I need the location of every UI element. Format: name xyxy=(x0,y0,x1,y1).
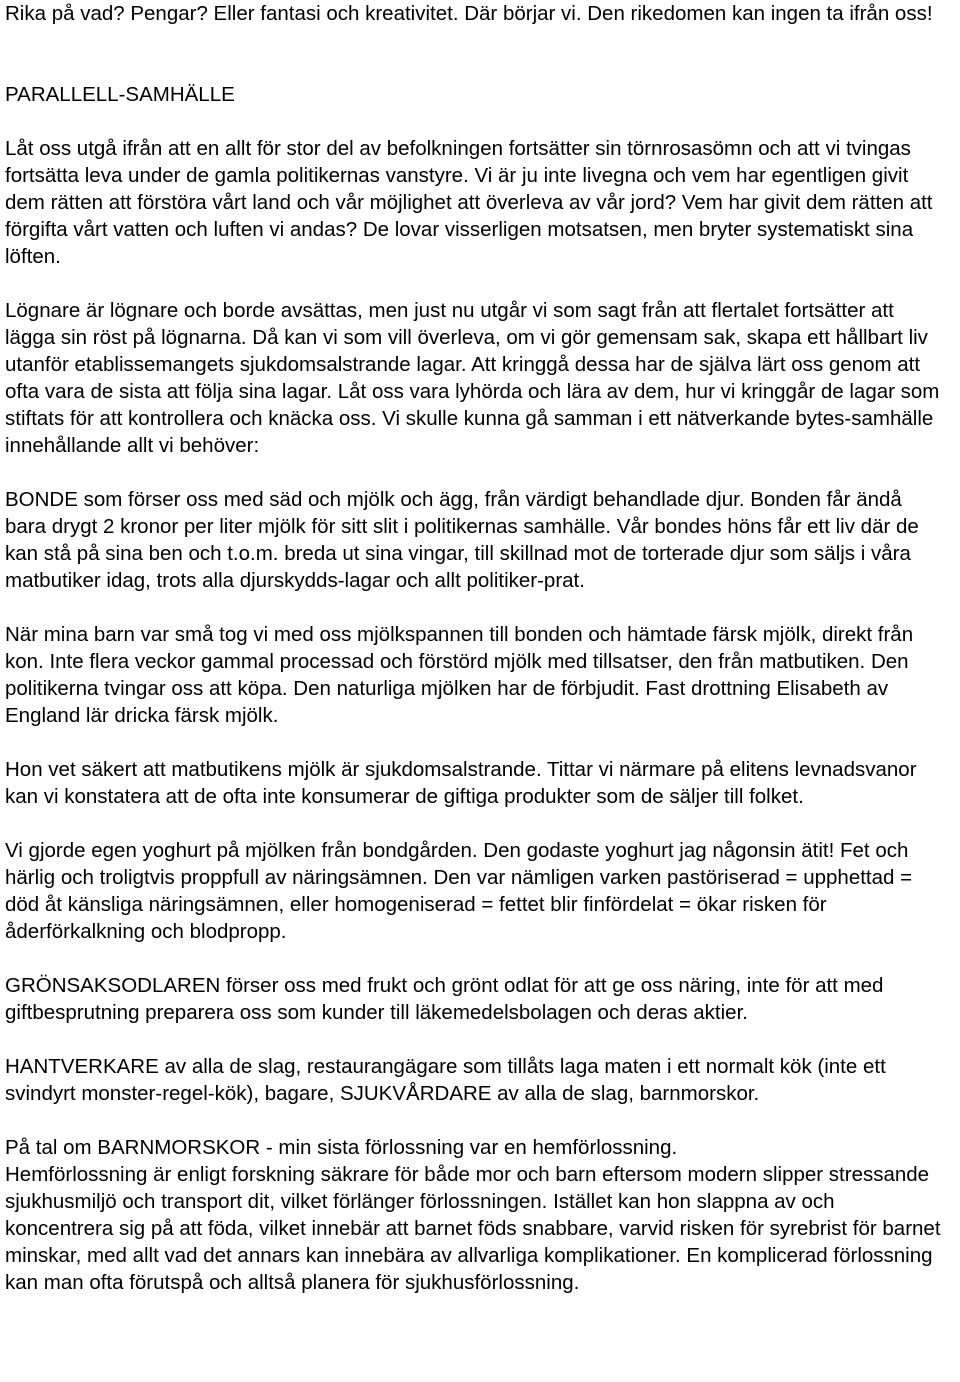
spacer xyxy=(5,810,944,837)
paragraph-2: Lögnare är lögnare och borde avsättas, men just nu utgår vi som sagt från att flertalet fortsätter att lägga sin röst på lögnarna. Då kan vi som vill överleva, om vi gör gemensam sak, skapa ett hållbart liv utanför etablissemangets sjukdomsalstrande lagar. Att kringgå dessa har de själva lärt oss genom att ofta vara de sista att följa sina lagar. Låt oss vara lyhörda och lära av dem, hur vi kringgår de lagar som stiftats för att kontrollera och knäcka oss. Vi skulle kunna gå samman i ett nätverkande bytes-samhälle innehållande allt vi behöver: xyxy=(5,299,940,457)
spacer xyxy=(5,594,944,621)
spacer xyxy=(5,1107,944,1134)
paragraph-6: Vi gjorde egen yoghurt på mjölken från bondgården. Den godaste yoghurt jag någonsin ätit! Fet och härlig och troligtvis proppfull av näringsämnen. Den var nämligen varken pastöriserad = upphettad = död åt känsliga näringsämnen, eller homogeniserad = fettet blir finfördelat = ökar risken för åderförkalkning och blodpropp. xyxy=(5,839,913,943)
paragraph-3: BONDE som förser oss med säd och mjölk och ägg, från värdigt behandlade djur. Bonden får ändå bara drygt 2 kronor per liter mjölk för sitt slit i politikernas samhälle. Vår bondes höns får ett liv där de kan stå på sina ben och t.o.m. breda ut sina vingar, till skillnad mot de torterade djur som säljs i våra matbutiker idag, trots alla djurskydds-lagar och allt politiker-prat. xyxy=(5,488,919,592)
spacer xyxy=(5,945,944,972)
spacer xyxy=(5,459,944,486)
paragraph-1: Låt oss utgå ifrån att en allt för stor del av befolkningen fortsätter sin törnrosasömn och att vi tvingas fortsätta leva under de gamla politikernas vanstyre. Vi är ju inte livegna och vem har egentligen givit dem rätten att förstöra vårt land och vår möjlighet att överleva av vår jord? Vem har givit dem rätten att förgifta vårt vatten och luften vi andas? De lovar visserligen motsatsen, men bryter systematiskt sina löften. xyxy=(5,137,933,268)
paragraph-8: HANTVERKARE av alla de slag, restaurangägare som tillåts laga maten i ett normalt kök (inte ett svindyrt monster-regel-kök), bagare, SJUKVÅRDARE av alla de slag, barnmorskor. xyxy=(5,1055,886,1105)
spacer xyxy=(5,27,944,81)
paragraph-5: Hon vet säkert att matbutikens mjölk är sjukdomsalstrande. Tittar vi närmare på elitens levnadsvanor kan vi konstatera att de ofta inte konsumerar de giftiga produkter som de säljer till folket. xyxy=(5,758,917,808)
spacer xyxy=(5,729,944,756)
section-heading: PARALLELL-SAMHÄLLE xyxy=(5,83,235,106)
paragraph-9-line-1: På tal om BARNMORSKOR - min sista förlossning var en hemförlossning. xyxy=(5,1136,678,1159)
intro-paragraph: Rika på vad? Pengar? Eller fantasi och kreativitet. Där börjar vi. Den rikedomen kan ingen ta ifrån oss! xyxy=(5,2,933,25)
spacer xyxy=(5,108,944,135)
spacer xyxy=(5,270,944,297)
paragraph-4: När mina barn var små tog vi med oss mjölkspannen till bonden och hämtade färsk mjölk, direkt från kon. Inte flera veckor gammal processad och förstörd mjölk med tillsatser, den från matbutiken. Den politikerna tvingar oss att köpa. Den naturliga mjölken har de förbjudit. Fast drottning Elisabeth av England lär dricka färsk mjölk. xyxy=(5,623,914,727)
spacer xyxy=(5,1026,944,1053)
paragraph-7: GRÖNSAKSODLAREN förser oss med frukt och grönt odlat för att ge oss näring, inte för att med giftbesprutning preparera oss som kunder till läkemedelsbolagen och deras aktier. xyxy=(5,974,884,1024)
paragraph-9: Hemförlossning är enligt forskning säkrare för både mor och barn eftersom modern slipper stressande sjukhusmiljö och transport dit, vilket förlänger förlossningen. Istället kan hon slappna av och koncentrera sig på att föda, vilket innebär att barnet föds snabbare, varvid risken för syrebrist för barnet minskar, med allt vad det annars kan innebära av allvarliga komplikationer. En komplicerad förlossning kan man ofta förutspå och alltså planera för sjukhusförlossning. xyxy=(5,1163,941,1294)
